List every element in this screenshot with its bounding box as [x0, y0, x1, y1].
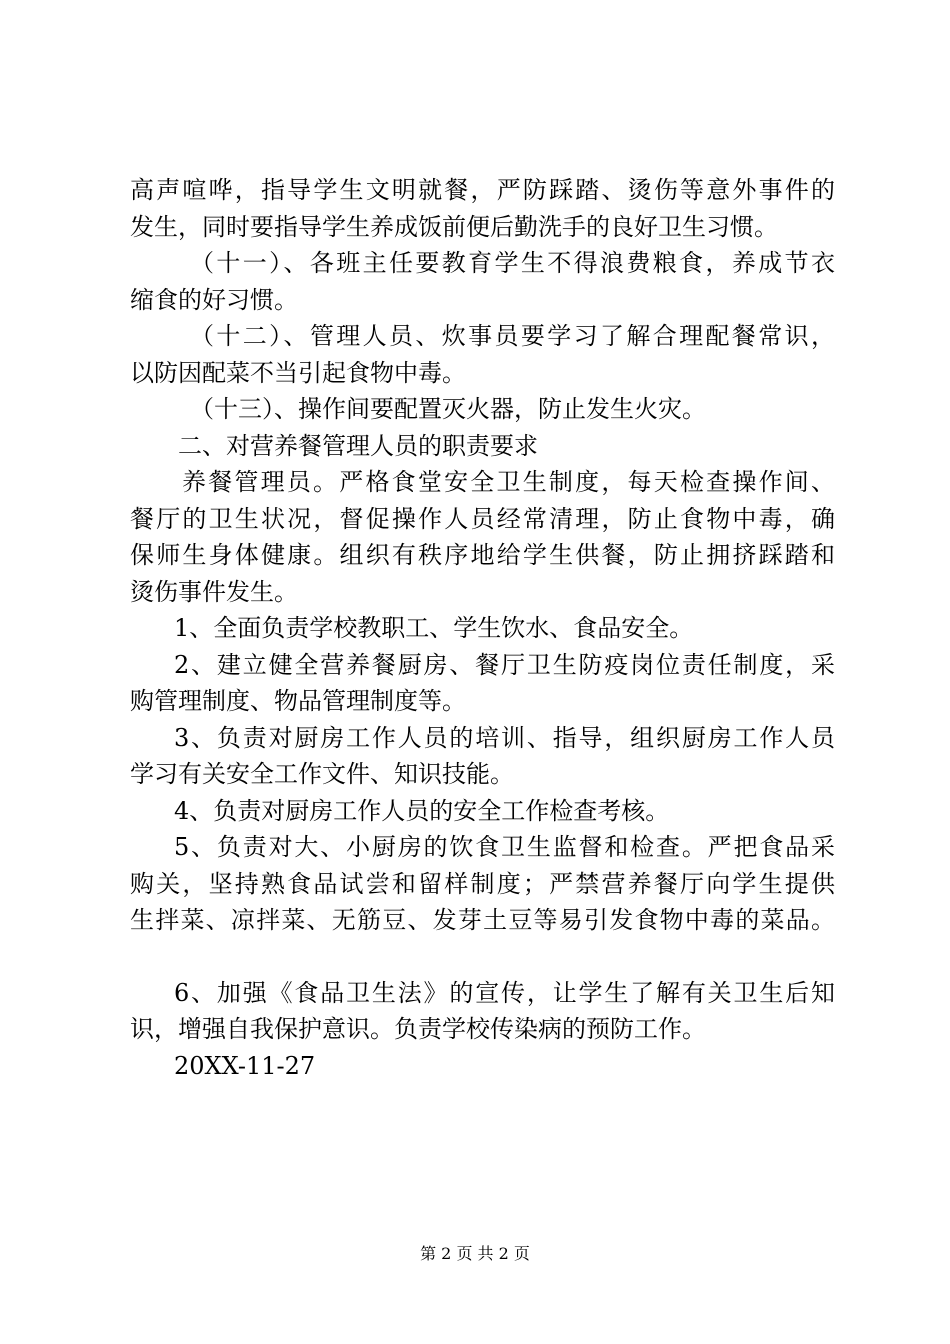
text-line: 餐厅的卫生状况，督促操作人员经常清理，防止食物中毒，确: [130, 504, 835, 533]
document-body: [130, 172, 835, 1084]
text-line: 烫伤事件发生。: [130, 577, 298, 606]
text-line: （十一）、各班主任要教育学生不得浪费粮食，养成节衣: [190, 249, 835, 277]
text-line: （十三）、操作间要配置灭火器，防止发生火灾。: [190, 395, 706, 423]
list-item: 3、负责对厨房工作人员的培训、指导，组织厨房工作人员: [174, 723, 835, 752]
text-line: 发生，同时要指导学生养成饭前便后勤洗手的良好卫生习惯。: [130, 212, 778, 241]
section-heading: 二、对营养餐管理人员的职责要求: [178, 431, 538, 460]
text-line: 以防因配菜不当引起食物中毒。: [130, 358, 466, 387]
text-line: 生拌菜、凉拌菜、无筋豆、发芽土豆等易引发食物中毒的菜品。: [130, 906, 835, 934]
text-line: （十二）、管理人员、炊事员要学习了解合理配餐常识，: [190, 322, 835, 350]
text-line: 购关，坚持熟食品试尝和留样制度；严禁营养餐厅向学生提供: [130, 869, 835, 898]
text-line: 养餐管理员。严格食堂安全卫生制度，每天检查操作间、: [182, 468, 835, 496]
list-item: 1、全面负责学校教职工、学生饮水、食品安全。: [174, 614, 694, 642]
page-number-footer: 第 2 页 共 2 页: [420, 1244, 530, 1263]
text-line: 识，增强自我保护意识。负责学校传染病的预防工作。: [130, 1015, 706, 1043]
list-item: 4、负责对厨房工作人员的安全工作检查考核。: [174, 796, 670, 825]
text-line: 购管理制度、物品管理制度等。: [130, 687, 466, 715]
list-item: 5、负责对大、小厨房的饮食卫生监督和检查。严把食品采: [174, 833, 835, 861]
list-item: 2、建立健全营养餐厨房、餐厅卫生防疫岗位责任制度，采: [174, 650, 835, 679]
list-item: 6、加强《食品卫生法》的宣传，让学生了解有关卫生后知: [174, 978, 835, 1007]
text-line: 学习有关安全工作文件、知识技能。: [130, 760, 514, 788]
text-line: 缩食的好习惯。: [130, 285, 298, 314]
document-date: 20XX-11-27: [174, 1051, 316, 1080]
paragraph-gap: [130, 939, 835, 975]
text-line: 保师生身体健康。组织有秩序地给学生供餐，防止拥挤踩踏和: [130, 541, 835, 569]
text-line: 高声喧哗，指导学生文明就餐，严防踩踏、烫伤等意外事件的: [130, 176, 835, 204]
